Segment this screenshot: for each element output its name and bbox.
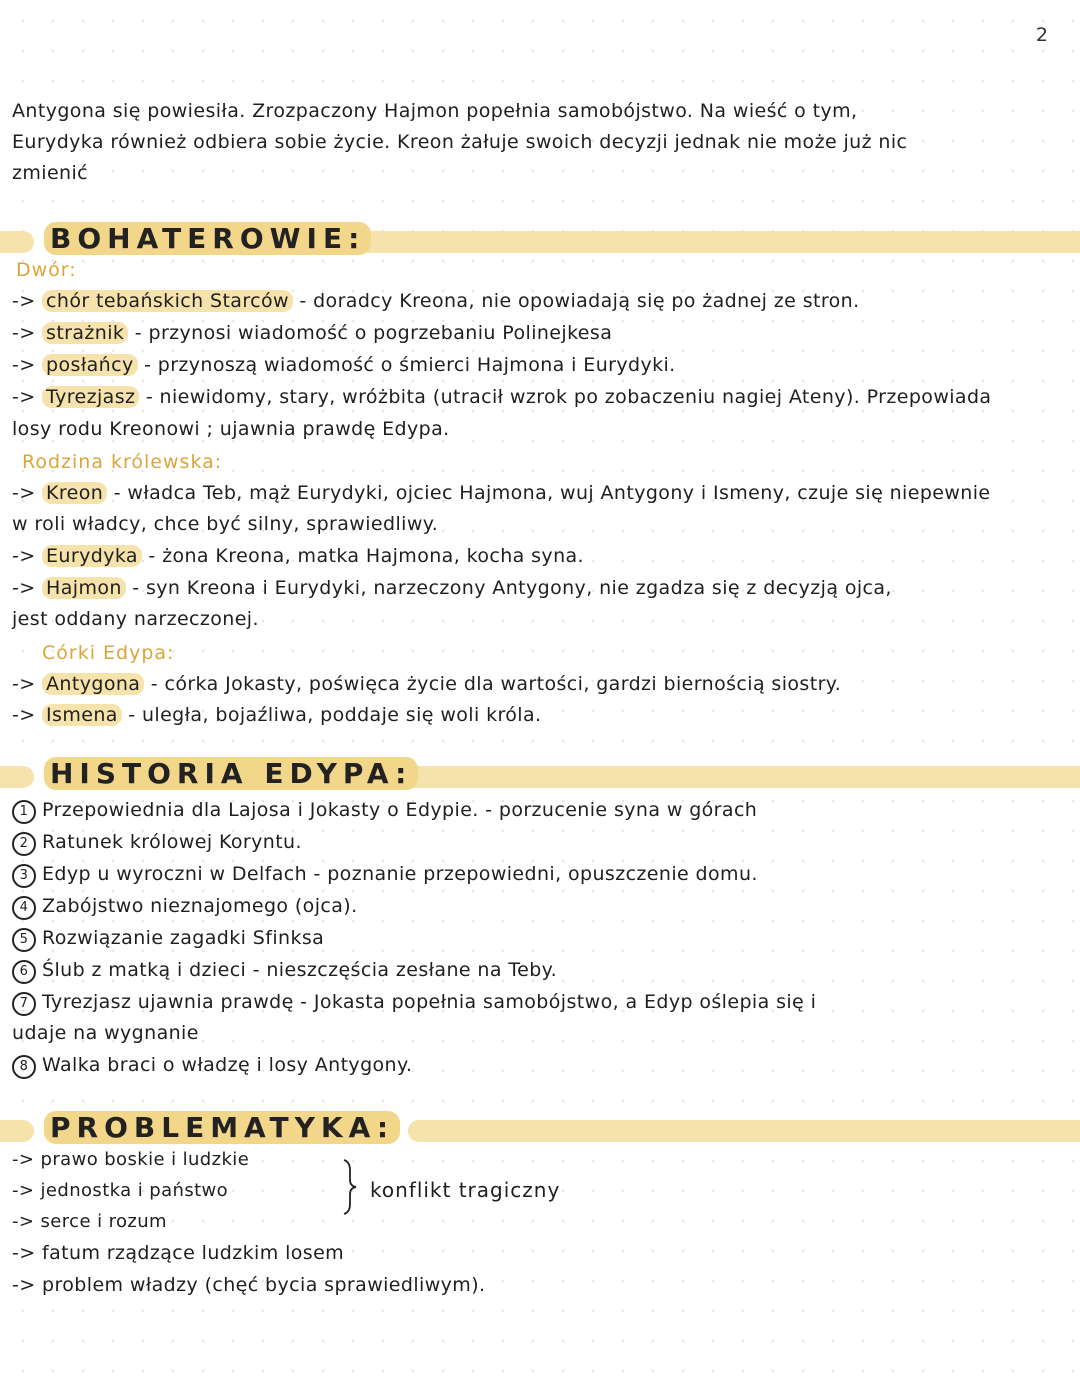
character-entry: -> posłańcy - przynoszą wiadomość o śmierci Hajmona i Eurydyki. (12, 354, 676, 376)
character-entry: -> chór tebańskich Starców - doradcy Kreona, nie opowiadają się po żadnej ze stron. (12, 290, 860, 312)
list-item: 6 Ślub z matką i dzieci - nieszczęścia zesłane na Teby. (12, 959, 557, 984)
intro-line-2: Eurydyka również odbiera sobie życie. Kreon żałuje swoich decyzji jednak nie może już nic (12, 131, 908, 153)
number-circle-icon: 2 (12, 832, 36, 856)
list-item: 3 Edyp u wyroczni w Delfach - poznanie przepowiedni, opuszczenie domu. (12, 863, 758, 888)
problematyka-heading: PROBLEMATYKA: (44, 1111, 400, 1144)
character-entry: -> Kreon - władca Teb, mąż Eurydyki, ojciec Hajmona, wuj Antygony i Ismeny, czuje się niepewnie (12, 482, 991, 504)
character-entry: -> Hajmon - syn Kreona i Eurydyki, narzeczony Antygony, nie zgadza się z decyzją ojca, (12, 577, 892, 599)
list-item: 2 Ratunek królowej Koryntu. (12, 831, 302, 856)
character-entry: -> Antygona - córka Jokasty, poświęca życie dla wartości, gardzi biernością siostry. (12, 673, 842, 695)
list-item: 1 Przepowiednia dla Lajosa i Jokasty o Edypie. - porzucenie syna w górach (12, 799, 757, 824)
problem-item: -> serce i rozum (12, 1211, 167, 1232)
problem-item: -> problem władzy (chęć bycia sprawiedliwym). (12, 1274, 486, 1296)
character-name: Hajmon (42, 577, 126, 599)
character-entry-continued: jest oddany narzeczonej. (12, 608, 259, 630)
intro-line-1: Antygona się powiesiła. Zrozpaczony Hajmon popełnia samobójstwo. Na wieść o tym, (12, 100, 858, 122)
rodzina-label: Rodzina królewska: (22, 451, 223, 473)
problem-item: -> jednostka i państwo (12, 1180, 229, 1201)
problem-item: -> prawo boskie i ludzkie (12, 1149, 250, 1170)
character-name: posłańcy (42, 354, 138, 376)
bohaterowie-heading: BOHATEROWIE: (44, 222, 371, 255)
dwor-label: Dwór: (16, 259, 77, 281)
problem-item: -> fatum rządzące ludzkim losem (12, 1242, 345, 1264)
character-name: Ismena (42, 704, 122, 726)
character-entry: -> Ismena - uległa, bojaźliwa, poddaje się woli króla. (12, 704, 542, 726)
character-entry-continued: w roli władcy, chce być silny, sprawiedliwy. (12, 513, 439, 535)
number-circle-icon: 8 (12, 1055, 36, 1079)
number-circle-icon: 7 (12, 992, 36, 1016)
number-circle-icon: 3 (12, 864, 36, 888)
character-entry: -> strażnik - przynosi wiadomość o pogrzebaniu Polinejkesa (12, 322, 613, 344)
number-circle-icon: 5 (12, 928, 36, 952)
list-item: 5 Rozwiązanie zagadki Sfinksa (12, 927, 324, 952)
number-circle-icon: 1 (12, 800, 36, 824)
character-name: Kreon (42, 482, 107, 504)
character-entry: -> Eurydyka - żona Kreona, matka Hajmona, kocha syna. (12, 545, 584, 567)
list-item-continued: udaje na wygnanie (12, 1022, 199, 1044)
historia-heading: HISTORIA EDYPA: (44, 757, 418, 790)
character-entry: -> Tyrezjasz - niewidomy, stary, wróżbita (utracił wzrok po zobaczeniu nagiej Ateny). Przepowiada (12, 386, 992, 408)
list-item: 8 Walka braci o władzę i losy Antygony. (12, 1054, 412, 1079)
list-item: 7 Tyrezjasz ujawnia prawdę - Jokasta popełnia samobójstwo, a Edyp oślepia się i (12, 991, 816, 1016)
character-name: Antygona (42, 673, 144, 695)
character-entry-continued: losy rodu Kreonowi ; ujawnia prawdę Edypa. (12, 418, 450, 440)
curly-brace-icon (340, 1158, 358, 1216)
character-name: chór tebańskich Starców (42, 290, 293, 312)
character-name: strażnik (42, 322, 128, 344)
corki-label: Córki Edypa: (42, 642, 175, 664)
brace-label: konflikt tragiczny (370, 1178, 561, 1202)
list-item: 4 Zabójstwo nieznajomego (ojca). (12, 895, 358, 920)
intro-line-3: zmienić (12, 162, 89, 184)
number-circle-icon: 6 (12, 960, 36, 984)
number-circle-icon: 4 (12, 896, 36, 920)
character-name: Tyrezjasz (42, 386, 139, 408)
character-name: Eurydyka (42, 545, 142, 567)
page-number: 2 (1035, 24, 1048, 46)
